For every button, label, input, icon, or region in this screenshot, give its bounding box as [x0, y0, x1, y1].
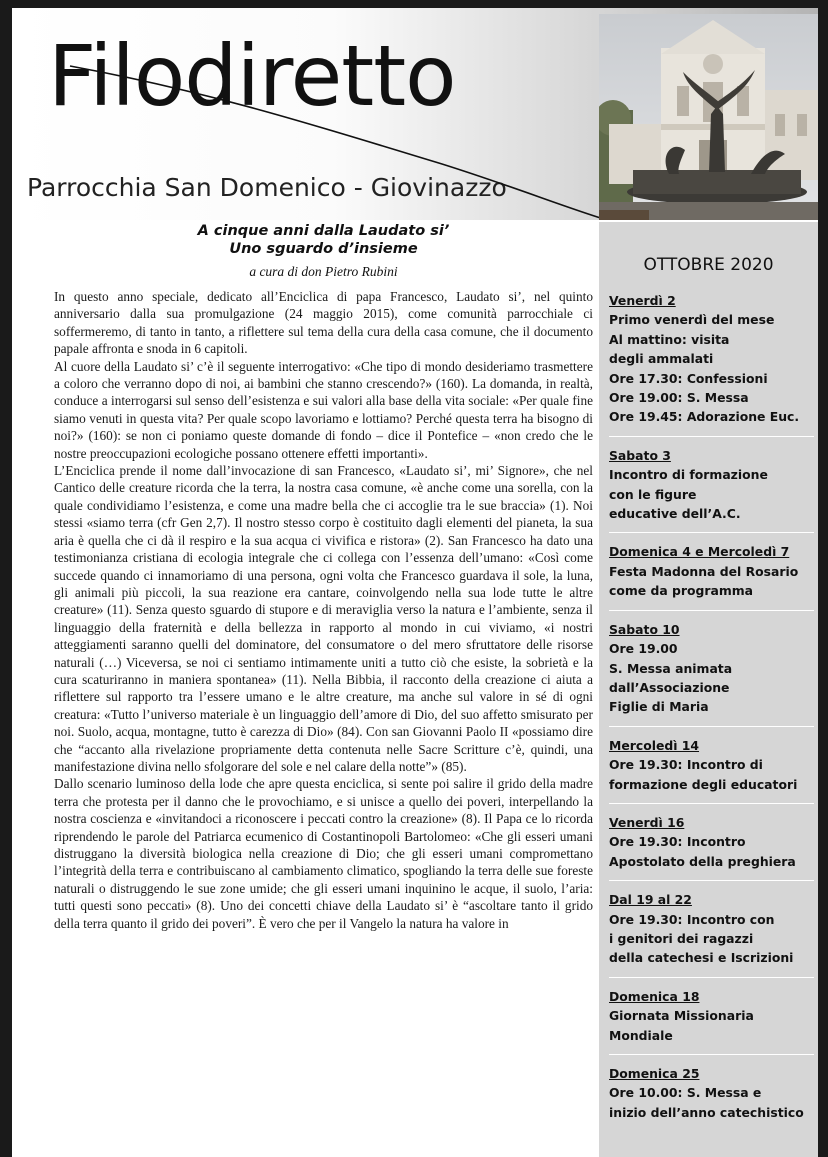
- article-paragraph: Al cuore della Laudato si’ c’è il seguente interrogativo: «Che tipo di mondo desideriamo trasmettere a coloro che verranno dopo di noi, ai bambini che stanno crescendo?» (160). La domanda, in realtà, conduce a interrogarsi sul senso dell’esistenza e sui valori alla base della vita sociale: «Per quale fine siamo venuti in questa vita? Per quale scopo lavoriamo e lottiamo? Perché questa terra ha bisogno di noi?» (160): se non ci poniamo queste domande di fondo – dice il Pontefice – «non credo che le nostre preoccupazioni ecologiche possano ottenere effetti importanti».: [54, 358, 593, 461]
- event-detail: Figlie di Maria: [609, 699, 709, 715]
- event-detail: Mondiale: [609, 1027, 673, 1043]
- event-detail: Ore 19.00: [609, 641, 678, 657]
- article-paragraph: Dallo scenario luminoso della lode che apre questa enciclica, si sente poi salire il grido della madre terra che protesta per il danno che le provochiamo, e si unisce a quello dei poveri, interpellando la nostra coscienza e «invitandoci a riconoscere i peccati contro la creazione» (8). Il Papa ce lo ricorda riprendendo le parole del Patriarca ecumenico di Costantinopoli Bartolomeo: «Che gli esseri umani distruggano la diversità biologica nella creazione di Dio; che gli esseri umani compromettano l’integrità della terra e contribuiscano al cambiamento climatico, spogliando la terra delle sue foreste naturali o distruggendo le sue zone umide; che gli esseri umani inquinino le acque, il suolo, l’aria: tutti questi sono peccati» (8). Uno dei concetti chiave della Laudato si’ è “ascoltare tanto il grido della terra quanto il grido dei poveri”. È vero che per il Vangelo la natura ha valore in: [54, 776, 593, 931]
- event-detail: Giornata Missionaria: [609, 1008, 754, 1024]
- event-detail: della catechesi e Iscrizioni: [609, 950, 794, 966]
- event-detail: Ore 10.00: S. Messa e: [609, 1085, 762, 1101]
- event-detail: Ore 17.30: Confessioni: [609, 370, 768, 386]
- event-date: Venerdì 2: [609, 293, 676, 308]
- article-title: [54, 222, 593, 258]
- masthead-title: Filodiretto: [48, 27, 456, 125]
- article: [54, 222, 593, 932]
- event-detail: Festa Madonna del Rosario: [609, 563, 799, 579]
- event-detail: Ore 19.30: Incontro con: [609, 911, 775, 927]
- event-date: Domenica 25: [609, 1066, 700, 1081]
- event-date: Domenica 18: [609, 988, 700, 1004]
- article-paragraph: In questo anno speciale, dedicato all’Enciclica di papa Francesco, Laudato si’, nel quinto anniversario dalla sua promulgazione (24 maggio 2015), come comunità parrocchiale ci soffermeremo, di tanto in tanto, a riflettere sul tema della cura della casa comune, che il documento papale affronta e snoda in 6 capitoli.: [54, 289, 593, 357]
- event-detail: Ore 19.30: Incontro: [609, 834, 746, 850]
- events-sidebar: [599, 222, 818, 1157]
- event-detail: educative dell’A.C.: [609, 506, 741, 522]
- event-date: Venerdì 16: [609, 814, 685, 830]
- event-detail: dall’Associazione: [609, 679, 730, 695]
- event-detail: Ore 19.00: S. Messa: [609, 390, 749, 406]
- event-item: [609, 813, 814, 881]
- event-item: [609, 446, 814, 534]
- event-item: [609, 987, 814, 1055]
- event-detail: Ore 19.30: Incontro di: [609, 757, 763, 773]
- event-detail: Apostolato della preghiera: [609, 853, 796, 869]
- swoosh-decoration: [12, 8, 612, 220]
- event-detail: formazione degli educatori: [609, 776, 798, 792]
- event-detail: Al mattino: visita: [609, 331, 730, 347]
- event-item: [609, 890, 814, 978]
- event-detail: con le figure: [609, 486, 697, 502]
- event-item: [609, 291, 814, 437]
- masthead-subtitle: Parrocchia San Domenico - Giovinazzo: [27, 173, 507, 202]
- event-date: Sabato 3: [609, 447, 671, 463]
- event-detail: S. Messa animata: [609, 660, 733, 676]
- article-paragraph: L’Enciclica prende il nome dall’invocazione di san Francesco, «Laudato si’, mi’ Signore», che nel Cantico delle creature ricorda che la terra, la nostra casa comune, «è anche come una sorella, con la quale condividiamo l’esistenza, e come una madre bella che ci accoglie tra le sue braccia» (1). Noi stessi «siamo terra (cfr Gen 2,7). Il nostro stesso corpo è costituito dagli elementi del pianeta, la sua aria è quella che ci dà il respiro e la sua acqua ci vivifica e ristora» (2). San Francesco ha dato una testimonianza cristiana di ecologia integrale che ci collega con l’essenza dell’umano: «Così come succede quando ci innamoriamo di una persona, ogni volta che Francesco guardava il sole, la luna, gli animali più piccoli, la sua reazione era cantare, coinvolgendo nella sua lode tutte le altre creature» (11). Senza questo sguardo di stupore e di meraviglia verso la natura e l’ambiente, senza il linguaggio della fraternità e della bellezza in rapporto al mondo in cui viviamo, «i nostri atteggiamenti saranno quelli del dominatore, del consumatore o del mero sfruttatore delle risorse naturali (…) Viceversa, se noi ci sentiamo intimamente uniti a tutto ciò che esiste, la sobrietà e la cura scaturiranno in maniera spontanea» (11). Nella Bibbia, il racconto della creazione ci aiuta a riflettere sul rapporto tra l’essere umano e le altre creature, ma anche sul valore in sé di ogni creatura: «Tutto l’universo materiale è un linguaggio dell’amore di Dio, del suo affetto smisurato per noi. Suolo, acqua, montagne, tutto è carezza di Dio» (84). Con san Giovanni Paolo II «possiamo dire che “accanto alla rivelazione propriamente detta contenuta nelle Sacre Scritture c’è, quindi, una manifestazione divina nello sfolgorare del sole e nel calare della notte”» (85).: [54, 463, 593, 774]
- event-list: [599, 291, 818, 1131]
- event-item: [609, 542, 814, 610]
- event-item: [609, 736, 814, 804]
- event-date: Mercoledì 14: [609, 737, 700, 753]
- article-author: a cura di don Pietro Rubini: [249, 264, 398, 279]
- event-detail: come da programma: [609, 583, 754, 599]
- event-date: Domenica 4 e Mercoledì 7: [609, 544, 790, 560]
- article-title-line: Uno sguardo d’insieme: [229, 241, 418, 257]
- event-detail: Ore 19.45: Adorazione Euc.: [609, 409, 800, 425]
- event-item: [609, 1064, 814, 1131]
- event-date: Dal 19 al 22: [609, 892, 692, 908]
- month-heading: OTTOBRE 2020: [643, 255, 774, 275]
- article-title-line: A cinque anni dalla Laudato si’: [197, 223, 450, 239]
- church-fountain-photo: [599, 14, 818, 220]
- event-detail: Primo venerdì del mese: [609, 312, 775, 328]
- event-detail: degli ammalati: [609, 351, 714, 367]
- event-item: [609, 620, 814, 727]
- article-body: [54, 288, 593, 932]
- event-detail: Incontro di formazione: [609, 467, 768, 483]
- event-date: Sabato 10: [609, 621, 680, 637]
- newsletter-page: [12, 8, 818, 1157]
- event-detail: inizio dell’anno catechistico: [609, 1104, 804, 1120]
- event-detail: i genitori dei ragazzi: [609, 930, 754, 946]
